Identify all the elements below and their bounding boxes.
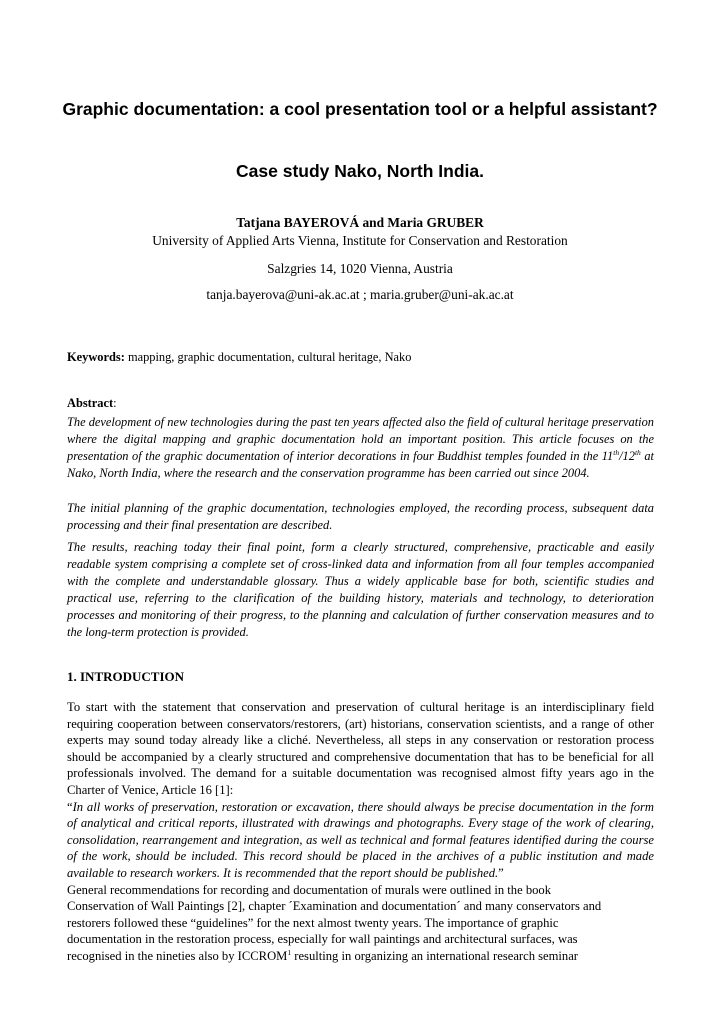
quote-mark: “ [67,799,73,814]
abstract-p1-text: /12 [619,449,635,463]
quote-mark: ” [498,865,504,880]
text-line [67,948,654,965]
keywords-label: Keywords: [67,350,125,364]
intro-paragraph: To start with the statement that conservation and preservation of cultural heritage is an interdisciplinary field requiring cooperation between conservators/restorers, (art) historians, conservation scientists, and a range of other experts may sound today already like a cliché. Nevertheless, all steps in any conservation or restoration process should be accompanied by a clearly structured and comprehensive documentation that has to be beneficial for all professionals involved. The demand for a suitable documentation was recognised almost fifty years ago in the Charter of Venice, Article 16 [1]: [67,700,654,797]
abstract-p1-text: at Nako, North India, where the research and the conservation programme has been carried out since 2004. [67,449,654,480]
abstract-label: Abstract [67,396,114,410]
keywords [67,349,654,366]
intro-paragraph-2 [67,882,654,965]
author-emails: tanja.bayerova@uni-ak.ac.at ; maria.gruber@uni-ak.ac.at [206,287,514,302]
abstract-p1-text: The development of new technologies during the past ten years affected also the field of cultural heritage preservation where the digital mapping and graphic documentation hold an important position. This article focuses on the presentation of the graphic documentation of interior decorations in four Buddhist temples founded in the 11 [67,415,654,463]
footnote-ref: 1 [287,947,292,957]
superscript: th [613,448,620,457]
abstract-paragraph-3: The results, reaching today their final point, form a clearly structured, comprehensive, practicable and easily readable system comprising a complete set of cross-linked data and information from all four temples accompanied with the complete and understandable glossary. Thus a widely applicable base for both, scientific studies and practical use, referring to the clarification of the building history, materials and technology, to deterioration processes and monitoring of their progress, to the planning and calculation of further conservation measures and to the long-term protection is provided. [67,540,654,639]
text-line: Conservation of Wall Paintings [2], chapter ´Examination and documentation´ and many conservators and [67,899,602,914]
text-line: documentation in the restoration process, especially for wall paintings and architectural surfaces, was [67,932,578,947]
text-line: restorers followed these “guidelines” for the next almost twenty years. The importance of graphic [67,915,559,930]
paper-subtitle: Case study Nako, North India. [236,161,484,181]
abstract-paragraph-1 [67,414,654,482]
paper-title: Graphic documentation: a cool presentation tool or a helpful assistant? [62,99,658,119]
abstract-heading [67,395,654,412]
authors: Tatjana BAYEROVÁ and Maria GRUBER [236,215,484,230]
text-run: recognised in the nineties also by ICCROM [67,948,288,963]
text-run: resulting in organizing an international research seminar [291,948,579,963]
introduction-body [67,699,654,965]
abstract-colon: : [113,396,117,410]
charter-quote: In all works of preservation, restoration or excavation, there should always be precise documentation in the form of analytical and critical reports, illustrated with drawings and photographs. Every stage of the work of clearing, consolidation, rearrangement and integration, as well as technical and formal features identified during the course of the work, should be included. This record should be placed in the archives of a public institution and made available to research workers. It is recommended that the report should be published. [67,799,654,880]
keywords-text: mapping, graphic documentation, cultural heritage, Nako [127,350,412,364]
affiliation: University of Applied Arts Vienna, Institute for Conservation and Restoration [152,233,568,248]
text-line: General recommendations for recording and documentation of murals were outlined in the book [67,882,552,897]
intro-quote [67,799,654,882]
section-heading-introduction: 1. INTRODUCTION [67,669,185,684]
superscript: th [634,448,641,457]
address: Salzgries 14, 1020 Vienna, Austria [267,261,453,276]
abstract-paragraph-2: The initial planning of the graphic documentation, technologies employed, the recording process, subsequent data processing and their final presentation are described. [67,501,654,532]
